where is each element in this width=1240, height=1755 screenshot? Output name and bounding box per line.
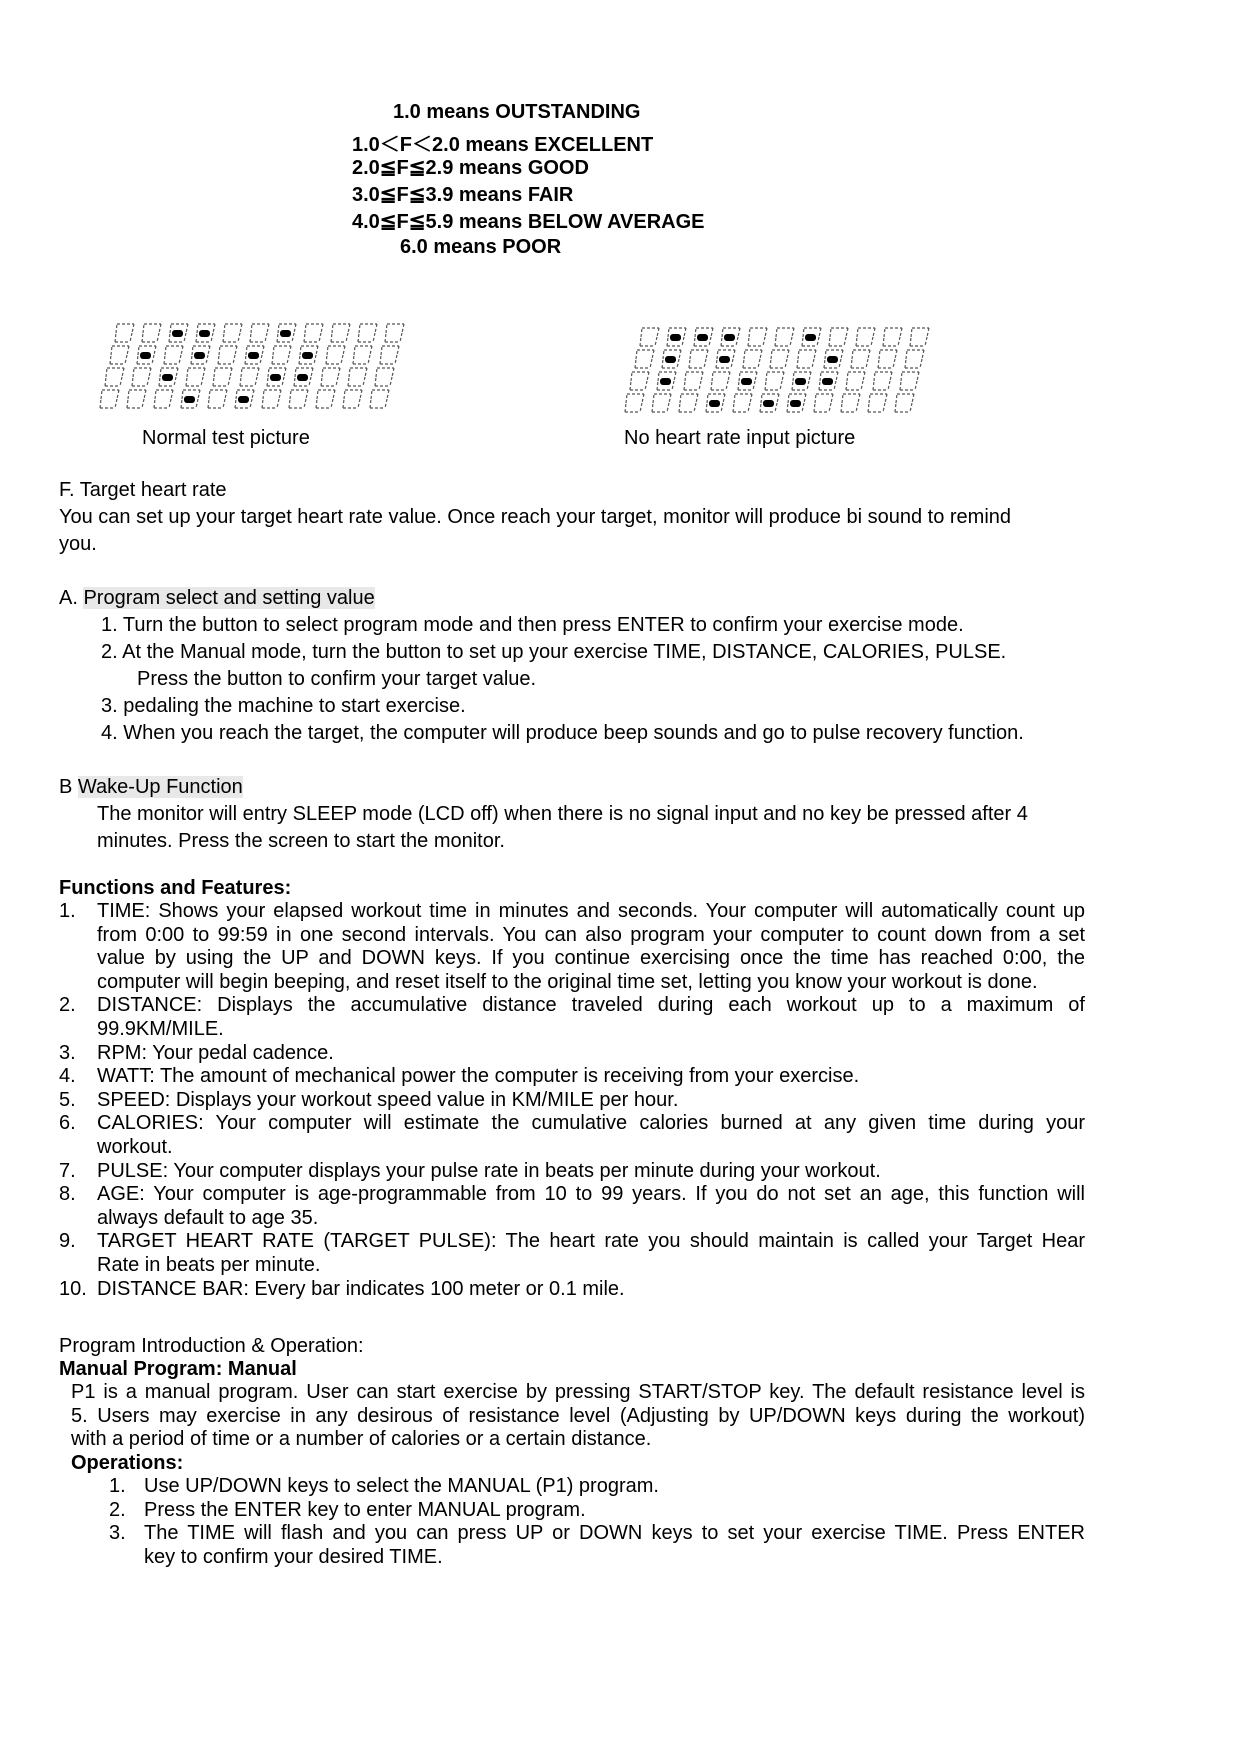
list-item-line: The TIME will flash and you can press UP or DOWN keys to set your exercise TIME. Press ENTER — [144, 1522, 1085, 1545]
scale-outstanding: 1.0 means OUTSTANDING — [393, 101, 641, 123]
section-letter: B — [59, 776, 78, 798]
lcd-lit-segment — [270, 374, 281, 381]
target-heart-rate-text-line: you. — [59, 533, 97, 555]
lcd-digit — [630, 372, 649, 390]
list-item-number: 8. — [59, 1183, 76, 1206]
lcd-digit — [100, 390, 119, 408]
lcd-digit — [127, 390, 146, 408]
list-item-number: 4. — [59, 1065, 76, 1088]
lcd-digit — [289, 390, 308, 408]
lcd-digit — [640, 328, 659, 346]
lcd-digit — [851, 350, 870, 368]
lcd-digit — [797, 350, 816, 368]
wake-up-heading-row — [59, 776, 243, 799]
lcd-lit-segment — [763, 400, 774, 407]
lcd-digit — [375, 368, 394, 386]
lcd-digit — [878, 350, 897, 368]
section-letter: A. — [59, 587, 84, 609]
lcd-lit-segment — [805, 334, 816, 341]
lcd-digit — [760, 394, 779, 412]
lcd-digit — [738, 372, 757, 390]
lcd-digit — [169, 324, 188, 342]
lcd-digit — [358, 324, 377, 342]
lcd-digit — [652, 394, 671, 412]
lcd-digit — [213, 368, 232, 386]
lcd-digit — [154, 390, 173, 408]
lcd-digit — [137, 346, 156, 364]
lcd-lit-segment — [827, 356, 838, 363]
list-item-line: computer will begin beeping, and reset itself to the original time set, letting you know your workout is done. — [97, 970, 1038, 993]
lcd-digit — [191, 346, 210, 364]
lcd-lit-segment — [297, 374, 308, 381]
list-item-line: value by using the UP and DOWN keys. If you continue exercising once the time has reached 0:00, the — [97, 947, 1085, 970]
lcd-digit — [706, 394, 725, 412]
list-item-number: 2. — [59, 994, 76, 1017]
lcd-digit — [370, 390, 389, 408]
list-item-number: 3. — [109, 1522, 126, 1545]
lcd-digit — [132, 368, 151, 386]
list-item-line: 99.9KM/MILE. — [97, 1018, 224, 1040]
lcd-lit-segment — [724, 334, 735, 341]
lcd-digit — [900, 372, 919, 390]
lcd-digit — [775, 328, 794, 346]
list-item-number: 9. — [59, 1230, 76, 1253]
lcd-digit — [304, 324, 323, 342]
lcd-digit — [765, 372, 784, 390]
wake-up-heading: Wake-Up Function — [77, 776, 243, 798]
target-heart-rate-heading: F. Target heart rate — [59, 479, 227, 501]
lcd-digit — [159, 368, 178, 386]
operations-heading: Operations: — [71, 1452, 184, 1474]
lcd-digit — [895, 394, 914, 412]
lcd-digit — [829, 328, 848, 346]
lcd-digit — [294, 368, 313, 386]
lcd-digit — [181, 390, 200, 408]
list-item-number: 5. — [59, 1088, 76, 1111]
lcd-lit-segment — [280, 330, 291, 337]
lcd-digit — [142, 324, 161, 342]
program-step-continuation: Press the button to confirm your target value. — [137, 668, 537, 690]
lcd-digit — [208, 390, 227, 408]
lcd-digit — [733, 394, 752, 412]
lcd-lit-segment — [790, 400, 801, 407]
lcd-digit — [326, 346, 345, 364]
list-item-line: key to confirm your desired TIME. — [144, 1545, 443, 1568]
normal-test-lcd-picture — [95, 322, 425, 417]
normal-test-caption: Normal test picture — [142, 427, 310, 449]
program-step: 1. Turn the button to select program mode and then press ENTER to confirm your exercise mode. — [101, 614, 964, 636]
lcd-digit — [196, 324, 215, 342]
lcd-lit-segment — [199, 330, 210, 337]
program-select-heading: Program select and setting value — [83, 587, 375, 609]
lcd-digit — [841, 394, 860, 412]
lcd-digit — [743, 350, 762, 368]
lcd-lit-segment — [660, 378, 671, 385]
lcd-digit — [235, 390, 254, 408]
target-heart-rate-text-line: You can set up your target heart rate value. Once reach your target, monitor will produce bi sound to remind — [59, 506, 1012, 528]
lcd-lit-segment — [665, 356, 676, 363]
wake-up-text-line: The monitor will entry SLEEP mode (LCD off) when there is no signal input and no key be pressed after 4 — [97, 803, 1028, 825]
lcd-digit — [824, 350, 843, 368]
lcd-lit-segment — [697, 334, 708, 341]
list-item-number: 2. — [109, 1498, 126, 1521]
lcd-digit — [711, 372, 730, 390]
lcd-digit — [856, 328, 875, 346]
lcd-lit-segment — [238, 396, 249, 403]
lcd-digit — [331, 324, 350, 342]
lcd-digit — [267, 368, 286, 386]
lcd-digit — [802, 328, 821, 346]
list-item-line: Press the ENTER key to enter MANUAL program. — [144, 1498, 586, 1521]
lcd-digit — [164, 346, 183, 364]
lcd-digit — [299, 346, 318, 364]
list-item-line: TIME: Shows your elapsed workout time in minutes and seconds. Your computer will automatically count up — [97, 900, 1085, 922]
lcd-lit-segment — [184, 396, 195, 403]
lcd-digit — [250, 324, 269, 342]
lcd-digit — [348, 368, 367, 386]
lcd-lit-segment — [140, 352, 151, 359]
lcd-digit — [721, 328, 740, 346]
lcd-lit-segment — [172, 330, 183, 337]
scale-excellent: 1.0＜F＜2.0 means EXCELLENT — [352, 134, 654, 156]
list-item-line: DISTANCE BAR: Every bar indicates 100 meter or 0.1 mile. — [97, 1277, 625, 1300]
manual-description-line: with a period of time or a number of calories or a certain distance. — [71, 1428, 652, 1451]
lcd-digit — [679, 394, 698, 412]
list-item-line: TARGET HEART RATE (TARGET PULSE): The heart rate you should maintain is called your Target Hear — [97, 1230, 1085, 1253]
lcd-digit — [814, 394, 833, 412]
program-intro-heading: Program Introduction & Operation: — [59, 1335, 364, 1357]
program-select-heading-row — [59, 587, 375, 610]
lcd-lit-segment — [248, 352, 259, 359]
list-item-line: SPEED: Displays your workout speed value in KM/MILE per hour. — [97, 1088, 679, 1111]
list-item-number: 3. — [59, 1041, 76, 1064]
lcd-digit — [846, 372, 865, 390]
list-item-line: RPM: Your pedal cadence. — [97, 1041, 334, 1064]
lcd-digit — [110, 346, 129, 364]
lcd-digit — [115, 324, 134, 342]
lcd-digit — [385, 324, 404, 342]
list-item-number: 10. — [59, 1277, 87, 1300]
lcd-digit — [240, 368, 259, 386]
manual-description-line: P1 is a manual program. User can start exercise by pressing START/STOP key. The default resistance level is — [71, 1381, 1085, 1403]
lcd-digit — [218, 346, 237, 364]
lcd-digit — [868, 394, 887, 412]
lcd-digit — [748, 328, 767, 346]
lcd-digit — [770, 350, 789, 368]
lcd-digit — [662, 350, 681, 368]
lcd-digit — [910, 328, 929, 346]
list-item-line: workout. — [97, 1136, 173, 1158]
lcd-lit-segment — [670, 334, 681, 341]
manual-description-line: 5. Users may exercise in any desirous of resistance level (Adjusting by UP/DOWN keys during the workout) — [71, 1404, 1085, 1427]
lcd-digit — [316, 390, 335, 408]
list-item-line: WATT: The amount of mechanical power the computer is receiving from your exercise. — [97, 1065, 860, 1088]
lcd-digit — [262, 390, 281, 408]
lcd-digit — [272, 346, 291, 364]
scale-good: 2.0≦F≦2.9 means GOOD — [352, 157, 589, 179]
list-item-line: AGE: Your computer is age-programmable from 10 to 99 years. If you do not set an age, this function will — [97, 1183, 1085, 1206]
list-item-number: 7. — [59, 1159, 76, 1182]
lcd-lit-segment — [194, 352, 205, 359]
no-heart-rate-lcd-picture — [620, 326, 940, 418]
list-item-number: 1. — [59, 900, 76, 922]
lcd-digit — [625, 394, 644, 412]
lcd-digit — [819, 372, 838, 390]
program-step: 3. pedaling the machine to start exercise. — [101, 695, 466, 717]
lcd-digit — [186, 368, 205, 386]
lcd-digit — [321, 368, 340, 386]
list-item-line: CALORIES: Your computer will estimate the cumulative calories burned at any given time during your — [97, 1112, 1085, 1135]
lcd-lit-segment — [822, 378, 833, 385]
list-item-line: Use UP/DOWN keys to select the MANUAL (P1) program. — [144, 1475, 659, 1497]
list-item-line: from 0:00 to 99:59 in one second intervals. You can also program your computer to count down from a set — [97, 923, 1085, 946]
lcd-lit-segment — [162, 374, 173, 381]
lcd-digit — [905, 350, 924, 368]
lcd-lit-segment — [709, 400, 720, 407]
scale-fair: 3.0≦F≦3.9 means FAIR — [352, 184, 574, 206]
lcd-digit — [343, 390, 362, 408]
list-item-line: PULSE: Your computer displays your pulse rate in beats per minute during your workout. — [97, 1159, 881, 1182]
lcd-digit — [689, 350, 708, 368]
manual-program-heading: Manual Program: Manual — [59, 1358, 297, 1380]
program-step: 4. When you reach the target, the computer will produce beep sounds and go to pulse recovery function. — [101, 722, 1024, 744]
functions-heading: Functions and Features: — [59, 877, 292, 899]
lcd-digit — [353, 346, 372, 364]
lcd-digit — [245, 346, 264, 364]
lcd-lit-segment — [719, 356, 730, 363]
lcd-digit — [684, 372, 703, 390]
lcd-digit — [792, 372, 811, 390]
list-item-number: 6. — [59, 1112, 76, 1135]
wake-up-text-line: minutes. Press the screen to start the monitor. — [97, 830, 505, 852]
program-step: 2. At the Manual mode, turn the button to set up your exercise TIME, DISTANCE, CALORIES, PULSE. — [101, 641, 1007, 663]
list-item-line: always default to age 35. — [97, 1206, 319, 1229]
lcd-digit — [657, 372, 676, 390]
list-item-line: DISTANCE: Displays the accumulative distance traveled during each workout up to a maximum of — [97, 994, 1085, 1017]
list-item-line: Rate in beats per minute. — [97, 1254, 321, 1276]
lcd-digit — [635, 350, 654, 368]
lcd-digit — [694, 328, 713, 346]
lcd-digit — [380, 346, 399, 364]
lcd-digit — [223, 324, 242, 342]
lcd-digit — [277, 324, 296, 342]
scale-below-average: 4.0≦F≦5.9 means BELOW AVERAGE — [352, 211, 705, 233]
list-item-number: 1. — [109, 1475, 126, 1497]
lcd-digit — [716, 350, 735, 368]
lcd-lit-segment — [741, 378, 752, 385]
lcd-digit — [667, 328, 686, 346]
no-heart-rate-caption: No heart rate input picture — [624, 427, 856, 449]
lcd-digit — [105, 368, 124, 386]
lcd-lit-segment — [302, 352, 313, 359]
lcd-digit — [883, 328, 902, 346]
lcd-lit-segment — [795, 378, 806, 385]
lcd-digit — [873, 372, 892, 390]
lcd-digit — [787, 394, 806, 412]
scale-poor: 6.0 means POOR — [400, 236, 562, 258]
